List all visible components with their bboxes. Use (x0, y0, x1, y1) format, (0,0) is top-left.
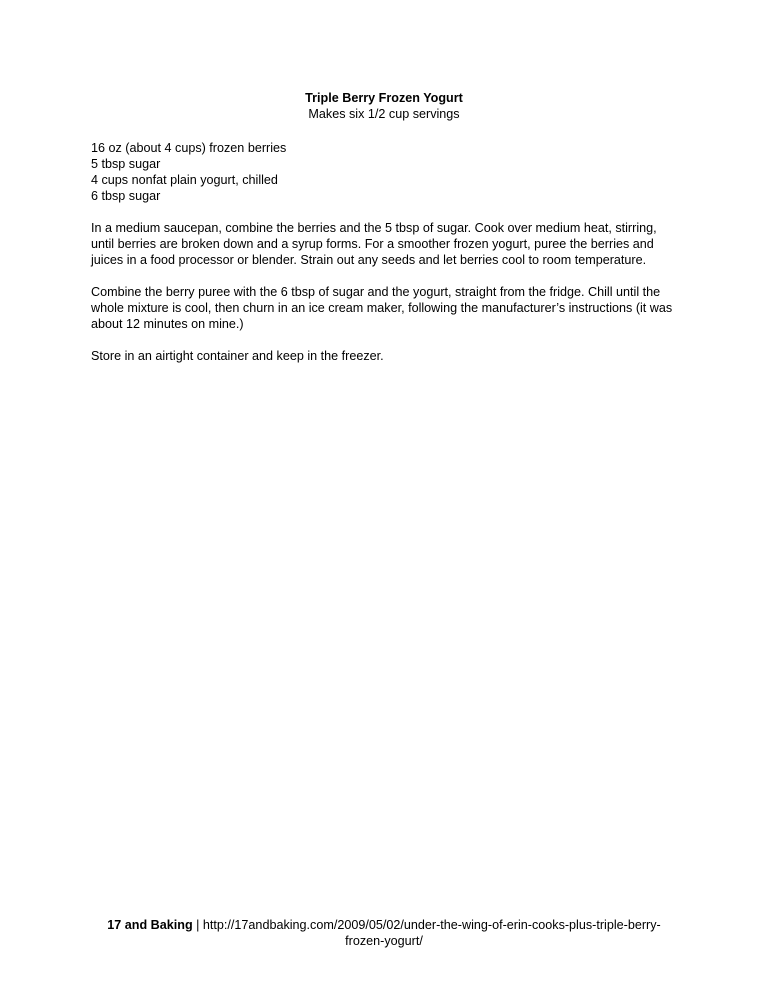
ingredient-item: 6 tbsp sugar (91, 189, 161, 203)
footer-brand: 17 and Baking (107, 918, 193, 932)
ingredient-item: 4 cups nonfat plain yogurt, chilled (91, 173, 278, 187)
title-block (0, 90, 768, 122)
recipe-body (91, 140, 681, 380)
instruction-step: Combine the berry puree with the 6 tbsp of sugar and the yogurt, straight from the fridge. Chill until the whole mixture is cool, then churn in an ice cream maker, following the manufacturer’s instructions (it was about 12 minutes on mine.) (91, 285, 673, 331)
footer-url[interactable]: http://17andbaking.com/2009/05/02/under-the-wing-of-erin-cooks-plus-triple-berry-frozen-yogurt/ (202, 918, 661, 948)
ingredient-item: 16 oz (about 4 cups) frozen berries (91, 141, 287, 155)
ingredient-list (91, 140, 681, 204)
footer-separator: | (192, 918, 203, 932)
instruction-step: In a medium saucepan, combine the berries and the 5 tbsp of sugar. Cook over medium heat, stirring, until berries are broken down and a syrup forms. For a smoother frozen yogurt, puree the berries and juices in a food processor or blender. Strain out any seeds and let berries cool to room temperature. (91, 221, 657, 267)
recipe-yield: Makes six 1/2 cup servings (308, 107, 460, 121)
recipe-title: Triple Berry Frozen Yogurt (305, 91, 463, 105)
ingredient-item: 5 tbsp sugar (91, 157, 161, 171)
page-footer (90, 917, 678, 949)
instruction-step: Store in an airtight container and keep in the freezer. (91, 349, 384, 363)
